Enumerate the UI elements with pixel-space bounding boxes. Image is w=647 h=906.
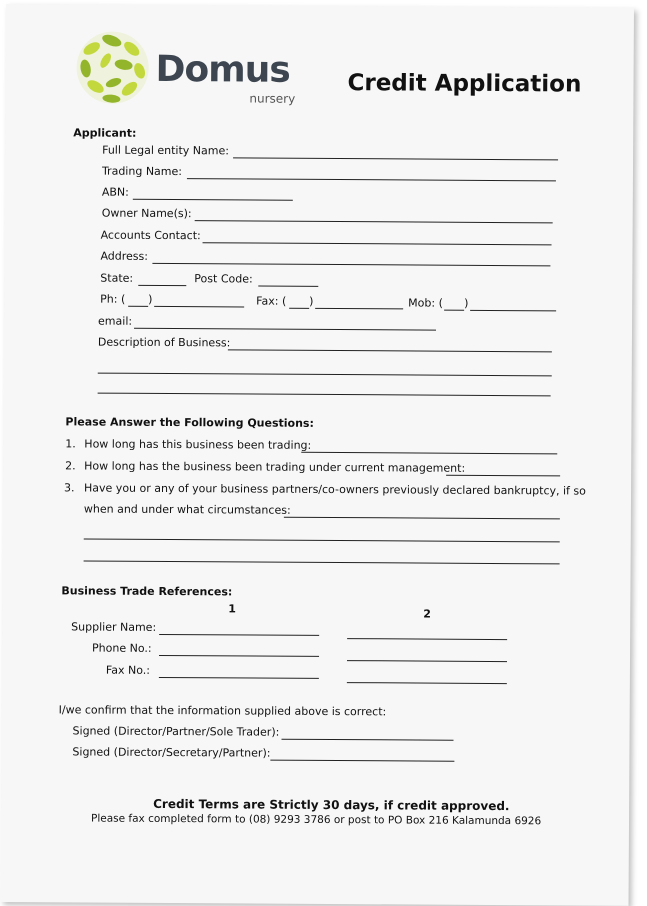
references-heading: Business Trade References:: [61, 584, 233, 599]
leaf-logo-icon: [71, 28, 153, 106]
mob-area-field[interactable]: [444, 310, 464, 311]
q2-label: How long has the business been trading under current management:: [84, 459, 466, 475]
abn-field[interactable]: [133, 199, 293, 201]
phone-label: Ph: (: [100, 292, 126, 306]
q2-number: 2.: [65, 459, 76, 473]
owner-name-field[interactable]: [195, 220, 553, 223]
abn-label: ABN:: [101, 185, 129, 199]
phone-no-1-field[interactable]: [159, 655, 319, 657]
accounts-contact-label: Accounts Contact:: [100, 228, 201, 243]
mob-label: Mob: (: [408, 296, 443, 310]
trading-name-field[interactable]: [187, 178, 556, 181]
state-field[interactable]: [138, 285, 186, 286]
post-code-label: Post Code:: [194, 272, 253, 286]
phone-field[interactable]: [154, 306, 244, 308]
supplier-name-2-field[interactable]: [347, 638, 507, 640]
brand-subtitle: nursery: [249, 91, 296, 106]
confirm-statement: I/we confirm that the information supplied above is correct:: [58, 703, 387, 719]
full-legal-label: Full Legal entity Name:: [102, 143, 230, 158]
fax-no-2-field[interactable]: [347, 682, 507, 684]
q3-label: Have you or any of your business partners/co-owners previously declared bankruptcy, if so: [84, 481, 586, 498]
email-field[interactable]: [134, 328, 436, 331]
questions-heading: Please Answer the Following Questions:: [65, 415, 314, 430]
brand-name: Domus: [155, 48, 290, 91]
signed-1-label: Signed (Director/Partner/Sole Trader):: [72, 724, 280, 739]
q3-number: 3.: [64, 481, 75, 495]
phone-no-label: Phone No.:: [92, 641, 152, 655]
q1-number: 1.: [65, 437, 76, 451]
supplier-name-label: Supplier Name:: [71, 620, 157, 634]
q3-field[interactable]: [284, 517, 560, 520]
page-title: Credit Application: [347, 70, 582, 98]
fax-label: Fax: (: [256, 294, 287, 308]
q3-line-2[interactable]: [84, 538, 560, 542]
fax-no-label: Fax No.:: [105, 663, 151, 677]
reference-column-2: 2: [423, 607, 431, 621]
mob-close-paren: ): [464, 296, 469, 310]
full-legal-field[interactable]: [233, 157, 558, 160]
phone-no-2-field[interactable]: [347, 660, 507, 662]
q1-field[interactable]: [301, 452, 557, 455]
description-line-3[interactable]: [98, 393, 551, 397]
phone-area-field[interactable]: [128, 306, 148, 307]
q3-continued-label: when and under what circumstances:: [83, 502, 291, 517]
fax-field[interactable]: [315, 308, 403, 310]
credit-terms: Credit Terms are Strictly 30 days, if credit approved.: [153, 796, 510, 814]
supplier-name-1-field[interactable]: [159, 634, 319, 636]
description-field[interactable]: [228, 349, 552, 352]
application-sheet: [1, 4, 634, 906]
trading-name-label: Trading Name:: [101, 164, 183, 179]
description-label: Description of Business:: [97, 335, 231, 350]
fax-no-1-field[interactable]: [159, 677, 319, 679]
mob-field[interactable]: [470, 310, 556, 312]
address-field[interactable]: [152, 263, 550, 266]
q1-label: How long has this business been trading:: [84, 437, 312, 452]
state-label: State:: [100, 271, 134, 285]
q2-field[interactable]: [446, 475, 560, 477]
fax-area-field[interactable]: [289, 308, 309, 309]
q3-line-3[interactable]: [84, 560, 560, 564]
signed-1-field[interactable]: [282, 739, 454, 741]
fax-instructions: Please fax completed form to (08) 9293 3786 or post to PO Box 216 Kalamunda 6926: [90, 812, 542, 828]
fax-close-paren: ): [309, 294, 314, 308]
signed-2-label: Signed (Director/Secretary/Partner):: [72, 745, 271, 760]
reference-column-1: 1: [228, 602, 237, 616]
description-line-2[interactable]: [98, 373, 552, 377]
email-label: email:: [98, 314, 133, 328]
owner-name-label: Owner Name(s):: [101, 206, 192, 221]
address-label: Address:: [100, 249, 149, 263]
accounts-contact-field[interactable]: [203, 242, 552, 245]
signed-2-field[interactable]: [270, 760, 454, 762]
post-code-field[interactable]: [258, 286, 318, 287]
phone-close-paren: ): [148, 292, 153, 306]
applicant-heading: Applicant:: [73, 126, 137, 140]
